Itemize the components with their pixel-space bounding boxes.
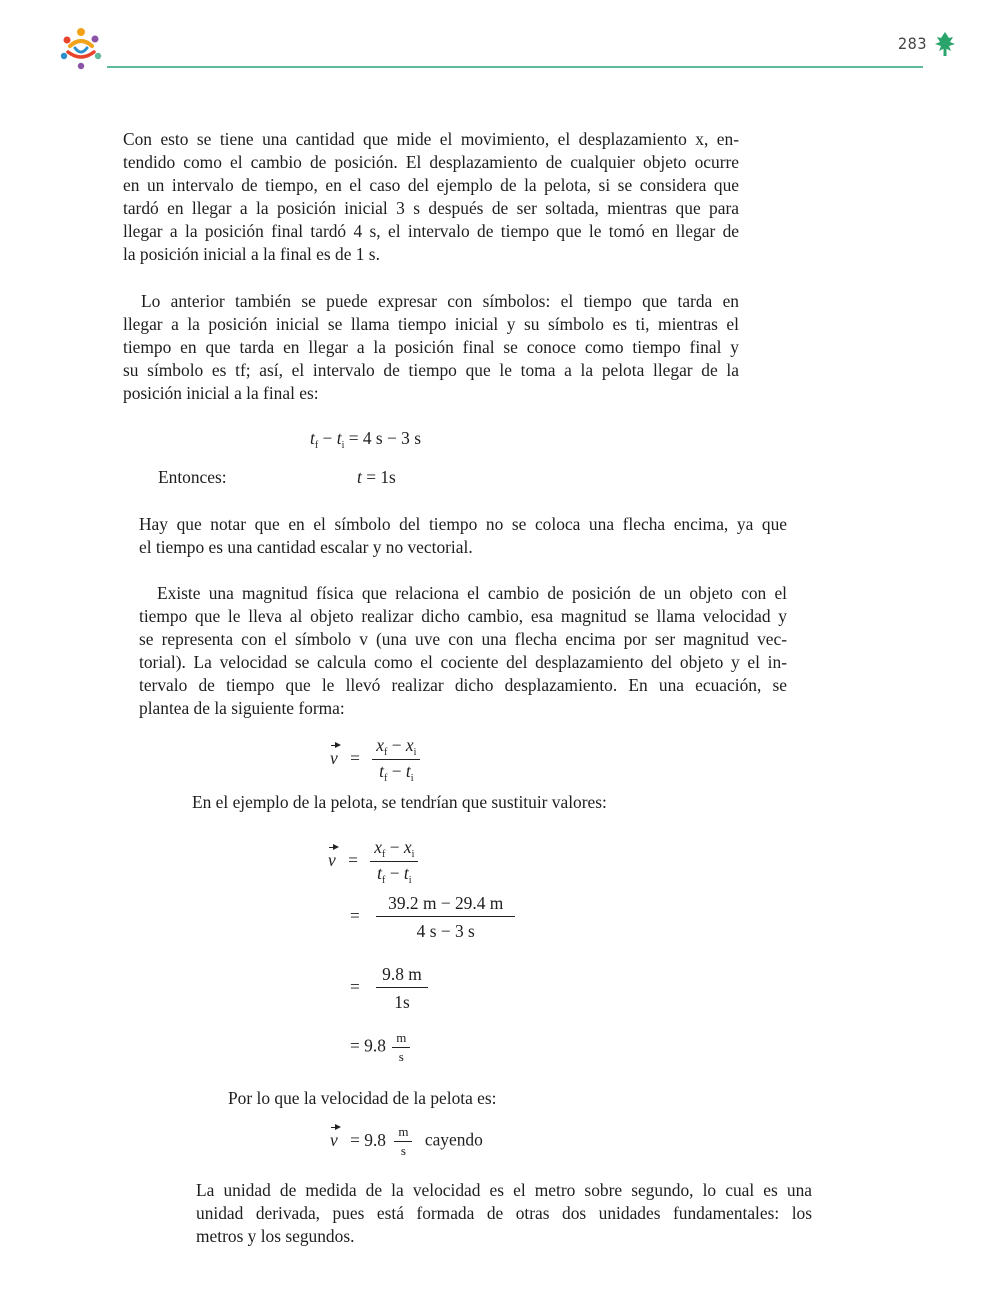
label-entonces: Entonces: <box>158 467 227 487</box>
text-line: Hay que notar que en el símbolo del tiempo no se coloca una flecha encima, ya que <box>139 514 787 534</box>
header-rule <box>107 66 923 68</box>
text-line: la posición inicial a la final es de 1 s. <box>123 244 380 264</box>
text-line: Con esto se tiene una cantidad que mide el movimiento, el desplazamiento x, en- <box>123 129 739 149</box>
text-line: torial). La velocidad se calcula como el cociente del desplazamiento del objeto y el in- <box>139 652 787 672</box>
paragraph-result-intro: Por lo que la velocidad de la pelota es: <box>228 1088 497 1108</box>
text-line: llegar a la posición inicial se llama tiempo inicial y su símbolo es ti, mientras el <box>123 314 739 334</box>
velocity-formula-repeat: v = $\frac{x_f - x_i}{t_f - t_i}$ <box>328 837 418 886</box>
paragraph-velocity <box>139 582 787 720</box>
tree-icon <box>934 31 956 57</box>
text-line: plantea de la siguiente forma: <box>139 698 345 718</box>
text-line: Lo anterior también se puede expresar con símbolos: el tiempo que tarda en <box>141 291 739 311</box>
text-line: tiempo que le lleva al objeto realizar dicho cambio, esa magnitud se llama velocidad y <box>139 606 787 626</box>
text-line: el tiempo es una cantidad escalar y no vectorial. <box>139 537 473 557</box>
velocity-formula: v = $\frac{x_f - x_i}{t_f - t_i}$ <box>330 735 420 784</box>
text-line: tervalo de tiempo que le llevó realizar dicho desplazamiento. En una ecuación, se <box>139 675 787 695</box>
flower-logo-icon <box>58 26 104 70</box>
equation-time-interval: $t_f - t_i = 4$ s − 3 s <box>310 428 421 451</box>
paragraph-units <box>196 1179 812 1248</box>
paragraph-scalar-note <box>139 513 787 559</box>
equation-t-equals: t = 1s <box>357 467 396 487</box>
page-number: 283 <box>898 34 927 53</box>
text-line: unidad derivada, pues está formada de otras dos unidades fundamentales: los <box>196 1203 812 1223</box>
text-line: en un intervalo de tiempo, en el caso del ejemplo de la pelota, si se considera que <box>123 175 739 195</box>
text-line: Existe una magnitud física que relaciona el cambio de posición de un objeto con el <box>157 583 787 603</box>
text-line: La unidad de medida de la velocidad es el metro sobre segundo, lo cual es una <box>196 1180 812 1200</box>
calc-step-2: = $\frac{9.8 m}{1s}$ <box>350 964 428 1013</box>
paragraph-substitute: En el ejemplo de la pelota, se tendrían que sustituir valores: <box>192 792 607 812</box>
text-line: tiempo en que tarda en llegar a la posición final se conoce como tiempo final y <box>123 337 739 357</box>
text-line: su símbolo es tf; así, el intervalo de tiempo que le toma a la pelota llegar de la <box>123 360 739 380</box>
text-line: metros y los segundos. <box>196 1226 355 1246</box>
text-line: llegar a la posición final tardó 4 s, el intervalo de tiempo que le tomó en llegar de <box>123 221 739 241</box>
text-line: se representa con el símbolo v (una uve con una flecha encima por ser magnitud vec- <box>139 629 787 649</box>
paragraph-time-symbols <box>123 290 739 405</box>
text-line: tardó en llegar a la posición inicial 3 s después de ser soltada, mientras que para <box>123 198 739 218</box>
calc-step-1: = $\frac{39.2 m - 29.4 m}{4 s - 3 s}$ <box>350 893 515 942</box>
calc-step-3: = 9.8 $\frac{m}{s}$ <box>350 1030 410 1065</box>
text-line: posición inicial a la final es: <box>123 383 319 403</box>
text-line: tendido como el cambio de posición. El desplazamiento de cualquier objeto ocurre <box>123 152 739 172</box>
paragraph-displacement <box>123 128 739 266</box>
velocity-result: v = 9.8 $\frac{m}{s}$ cayendo <box>330 1124 483 1158</box>
